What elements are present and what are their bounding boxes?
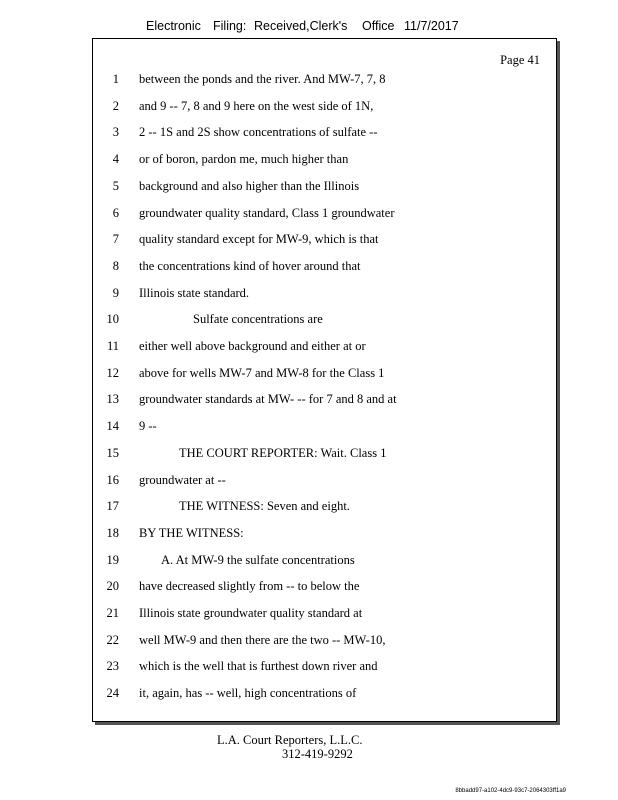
transcript-line <box>93 524 556 542</box>
transcript-line <box>93 284 556 302</box>
transcript-line <box>93 684 556 702</box>
line-number: 12 <box>106 365 119 380</box>
line-text: groundwater at -- <box>139 472 226 487</box>
stamp-date: 11/7/2017 <box>404 19 459 33</box>
line-number: 3 <box>112 125 119 140</box>
transcript-line <box>93 631 556 649</box>
line-text: which is the well that is furthest down river and <box>139 659 378 674</box>
line-number: 21 <box>106 606 119 620</box>
line-number: 24 <box>106 686 119 701</box>
line-number: 11 <box>106 339 119 353</box>
line-number: 5 <box>112 178 119 193</box>
transcript-line <box>93 123 556 141</box>
line-text: either well above background and either at or <box>139 339 366 353</box>
line-number: 17 <box>106 499 119 514</box>
line-number: 16 <box>106 472 119 487</box>
stamp-word-filing: Filing: <box>213 19 247 33</box>
stamp-word-office: Office <box>362 19 395 33</box>
transcript-line <box>93 257 556 275</box>
line-number: 2 <box>112 98 119 113</box>
line-text: THE WITNESS: Seven and eight. <box>179 499 350 514</box>
line-number: 6 <box>112 205 119 220</box>
line-text: Illinois state groundwater quality standard at <box>139 606 363 620</box>
page-number: Page 41 <box>500 53 540 67</box>
transcript-line <box>93 204 556 222</box>
line-text: it, again, has -- well, high concentrations of <box>139 686 357 701</box>
line-number: 4 <box>112 152 119 167</box>
transcript-line <box>93 471 556 489</box>
transcript-line <box>93 497 556 515</box>
transcript-line <box>93 230 556 248</box>
line-number: 9 <box>112 285 119 300</box>
transcript-line <box>93 417 556 435</box>
transcript-line <box>93 577 556 595</box>
line-text: between the ponds and the river. And MW-7, 7, 8 <box>139 72 386 86</box>
transcript-line <box>93 444 556 462</box>
line-text: well MW-9 and then there are the two -- MW-10, <box>139 632 386 647</box>
line-text: THE COURT REPORTER: Wait. Class 1 <box>179 445 387 460</box>
line-number: 23 <box>106 659 119 674</box>
line-text: background and also higher than the Illinois <box>139 178 360 193</box>
transcript-line <box>93 150 556 168</box>
line-number: 10 <box>106 312 119 327</box>
transcript-line <box>93 390 556 408</box>
line-text: Sulfate concentrations are <box>193 312 323 327</box>
line-number: 14 <box>106 419 119 434</box>
reporter-company: L.A. Court Reporters, L.L.C. <box>217 733 363 747</box>
line-text: quality standard except for MW-9, which is that <box>139 232 379 247</box>
line-number: 1 <box>112 72 119 86</box>
line-number: 18 <box>106 525 119 540</box>
stamp-word-electronic: Electronic <box>146 19 201 33</box>
line-text: and 9 -- 7, 8 and 9 here on the west side of 1N, <box>139 98 374 113</box>
line-text: BY THE WITNESS: <box>139 525 244 540</box>
reporter-phone: 312-419-9292 <box>282 747 353 761</box>
line-text: 2 -- 1S and 2S show concentrations of sulfate -- <box>139 125 378 140</box>
line-text: or of boron, pardon me, much higher than <box>139 152 349 167</box>
line-text: have decreased slightly from -- to below the <box>139 579 360 594</box>
transcript-line <box>93 310 556 328</box>
line-number: 13 <box>106 392 119 407</box>
transcript-line <box>93 97 556 115</box>
line-text: above for wells MW-7 and MW-8 for the Class 1 <box>139 365 385 380</box>
stamp-word-received: Received,Clerk's <box>254 19 348 33</box>
line-text: Illinois state standard. <box>139 285 250 300</box>
line-number: 19 <box>106 552 119 567</box>
document-id: 8bbadd97-a102-4dc9-93c7-2064303ff1a9 <box>455 788 566 794</box>
line-number: 15 <box>106 445 119 460</box>
transcript-line <box>93 177 556 195</box>
transcript-line <box>93 551 556 569</box>
transcript-line <box>93 364 556 382</box>
line-text: groundwater standards at MW- -- for 7 and 8 and at <box>139 392 397 407</box>
line-number: 7 <box>112 232 119 247</box>
line-text: A. At MW-9 the sulfate concentrations <box>161 552 355 567</box>
line-number: 8 <box>112 258 119 273</box>
transcript-page <box>92 38 557 722</box>
line-text: the concentrations kind of hover around that <box>139 258 361 273</box>
line-text: 9 -- <box>139 419 157 434</box>
transcript-line <box>93 657 556 675</box>
line-number: 22 <box>106 632 119 647</box>
transcript-line <box>93 70 556 88</box>
transcript-line <box>93 604 556 622</box>
line-text: groundwater quality standard, Class 1 groundwater <box>139 205 395 220</box>
transcript-line <box>93 337 556 355</box>
line-number: 20 <box>106 579 119 594</box>
